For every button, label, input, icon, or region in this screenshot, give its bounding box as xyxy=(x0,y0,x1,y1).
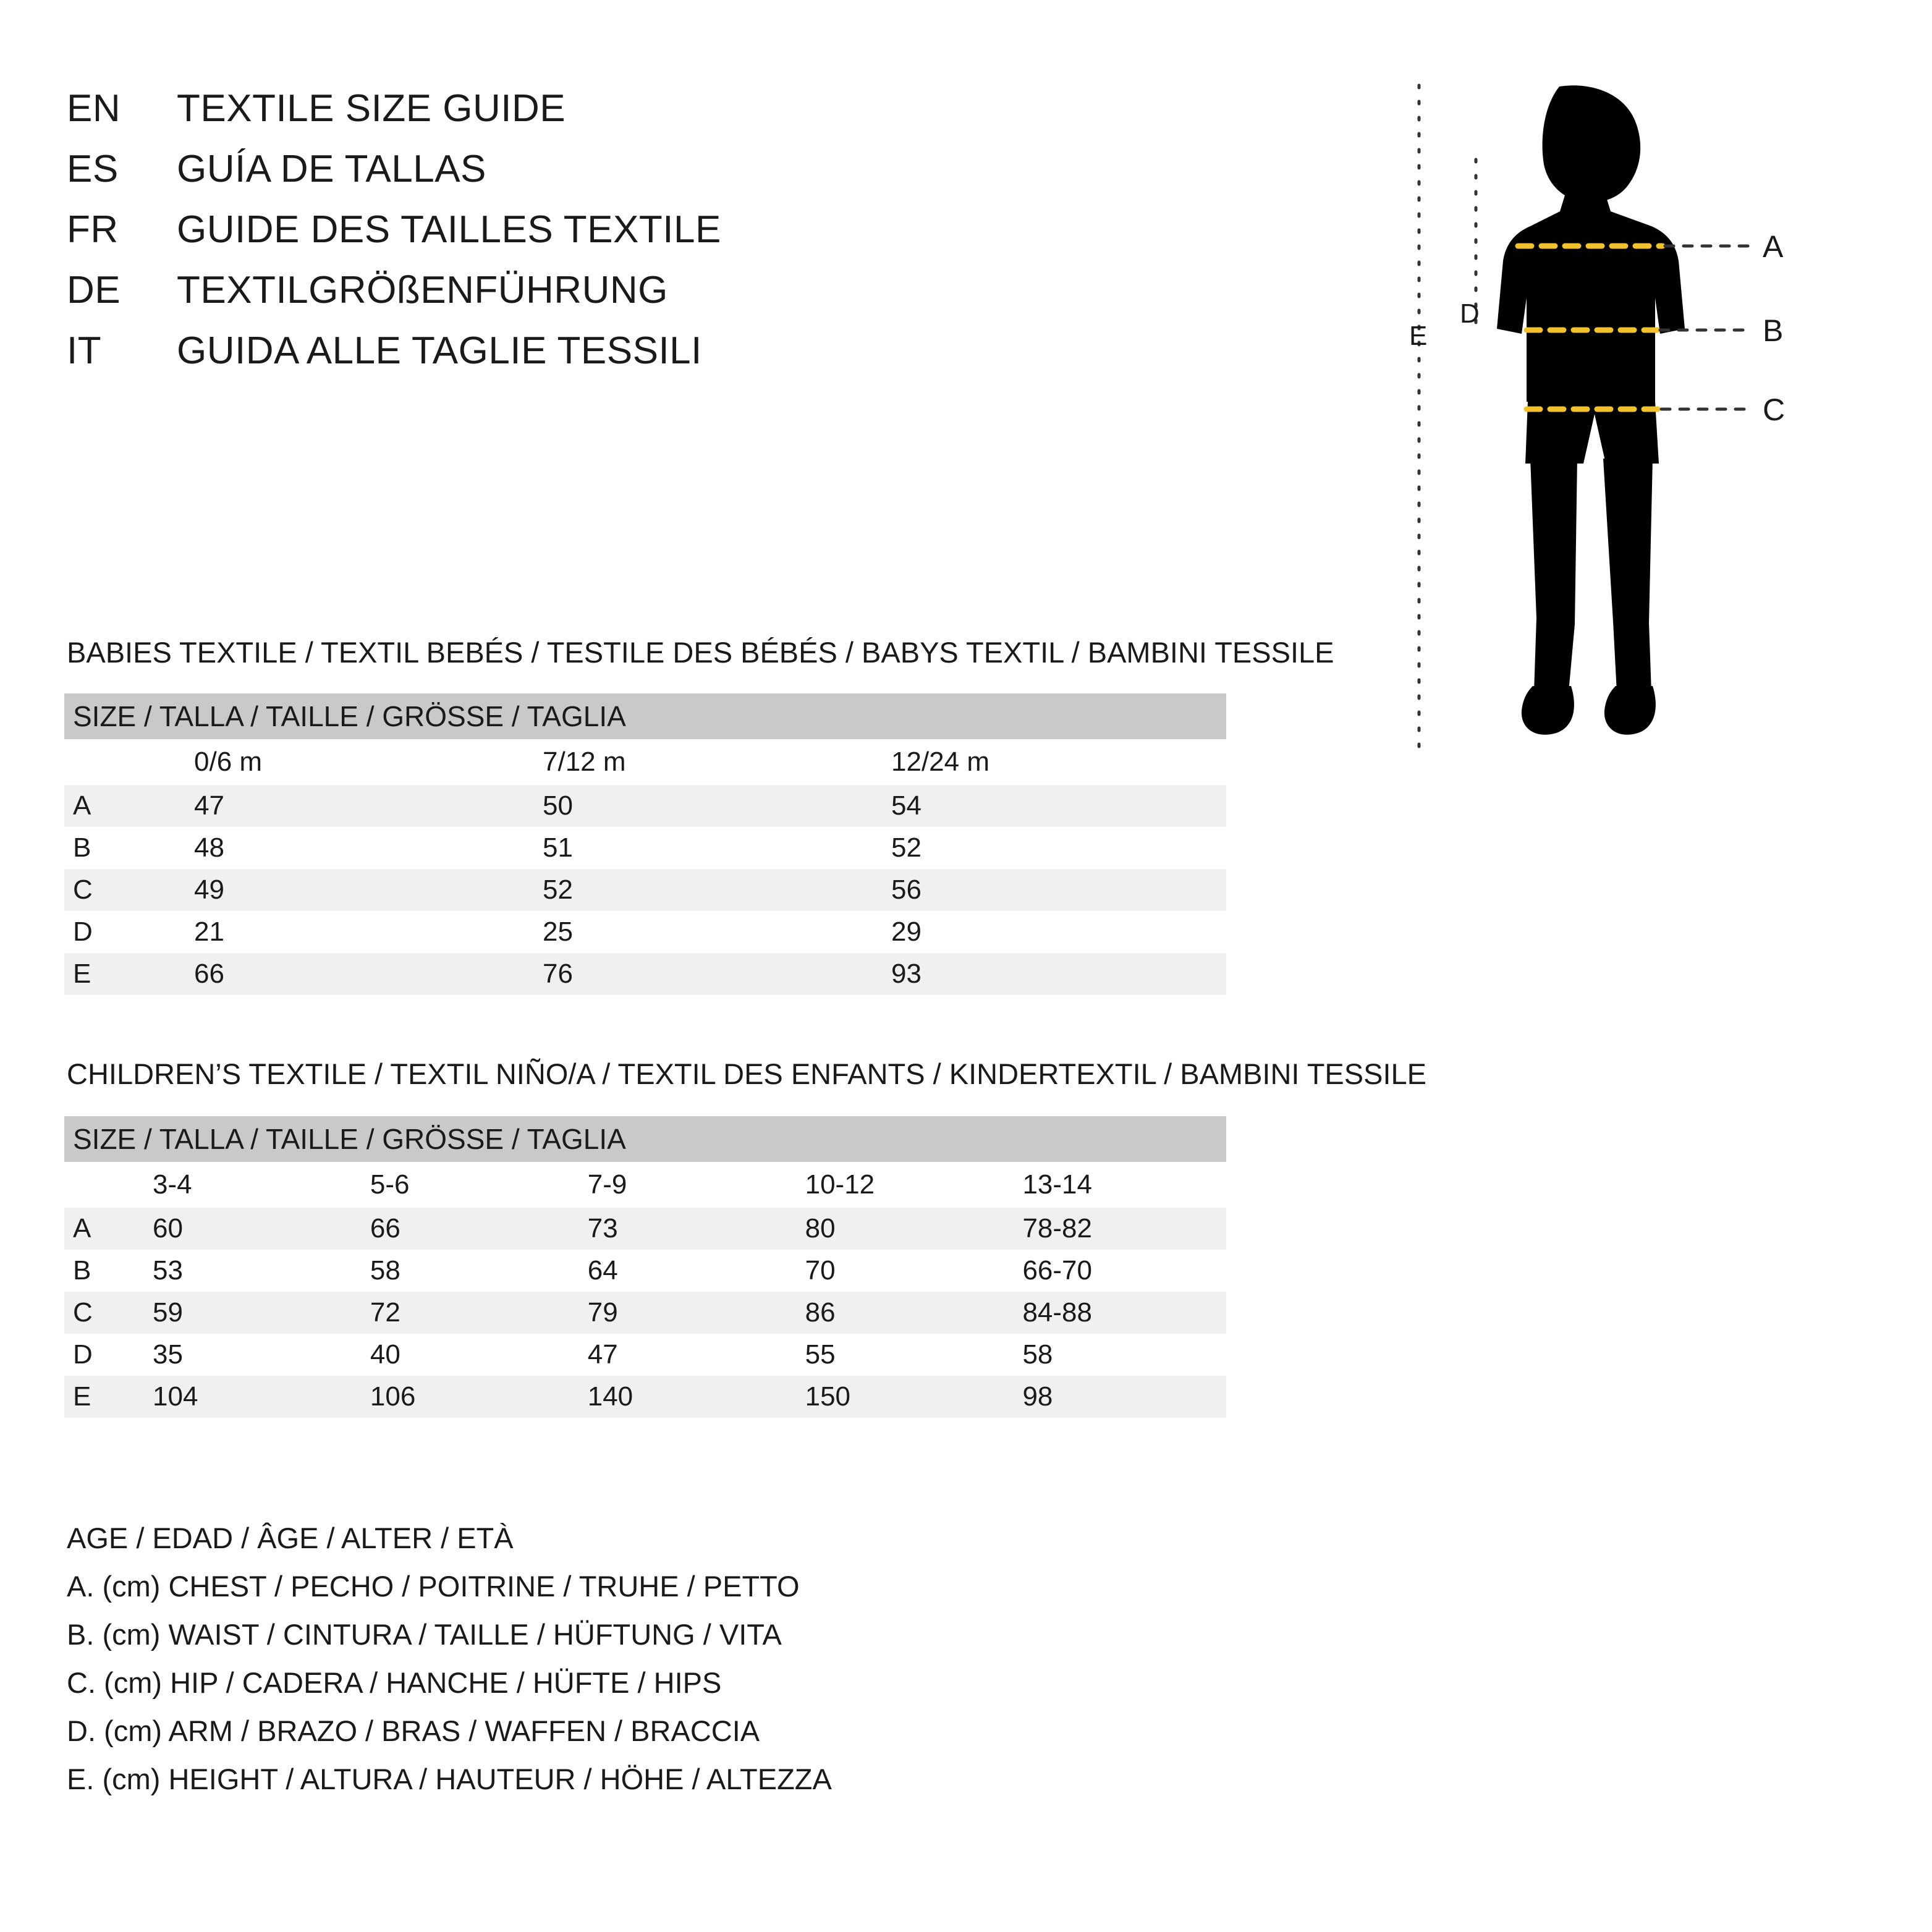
title-row-de xyxy=(67,268,1179,329)
children-e-2: 140 xyxy=(574,1376,792,1418)
figure-label-b: B xyxy=(1763,313,1784,348)
table-row xyxy=(64,1208,1226,1250)
babies-column-1: 7/12 m xyxy=(529,739,878,785)
table-row xyxy=(64,785,1226,827)
title-row-it xyxy=(67,329,1179,389)
children-d-1: 40 xyxy=(357,1334,574,1376)
children-column-0: 3-4 xyxy=(139,1162,357,1208)
legend-chest: A. (cm) CHEST / PECHO / POITRINE / TRUHE / PETTO xyxy=(67,1570,800,1603)
title-text-de: TEXTILGRÖßENFÜHRUNG xyxy=(177,269,668,311)
measurement-legend xyxy=(67,1514,1426,1803)
children-c-0: 59 xyxy=(139,1292,357,1334)
title-row-en xyxy=(67,87,1179,147)
children-a-0: 60 xyxy=(139,1208,357,1250)
children-a-2: 73 xyxy=(574,1208,792,1250)
empty-corner-cell xyxy=(64,739,180,785)
children-c-4: 84-88 xyxy=(1009,1292,1226,1334)
children-size-header: SIZE / TALLA / TAILLE / GRÖSSE / TAGLIA xyxy=(64,1116,1226,1162)
children-d-0: 35 xyxy=(139,1334,357,1376)
children-e-3: 150 xyxy=(792,1376,1009,1418)
children-section-heading: CHILDREN’S TEXTILE / TEXTIL NIÑO/A / TEXTIL DES ENFANTS / KINDERTEXTIL / BAMBINI TESSILE xyxy=(67,1057,1427,1090)
table-row xyxy=(64,1292,1226,1334)
empty-corner-cell xyxy=(64,1162,139,1208)
babies-b-1: 51 xyxy=(529,827,878,869)
title-text-fr: GUIDE DES TAILLES TEXTILE xyxy=(177,208,721,251)
babies-a-0: 47 xyxy=(180,785,529,827)
babies-c-1: 52 xyxy=(529,869,878,911)
figure-label-a: A xyxy=(1763,229,1784,264)
children-e-4: 98 xyxy=(1009,1376,1226,1418)
babies-c-2: 56 xyxy=(878,869,1226,911)
figure-label-e: E xyxy=(1409,321,1428,351)
babies-d-2: 29 xyxy=(878,911,1226,953)
babies-row-label-e: E xyxy=(64,953,180,995)
table-row xyxy=(64,953,1226,995)
table-column-row xyxy=(64,1162,1226,1208)
babies-b-0: 48 xyxy=(180,827,529,869)
title-row-fr xyxy=(67,208,1179,268)
table-row xyxy=(64,911,1226,953)
babies-e-2: 93 xyxy=(878,953,1226,995)
babies-row-label-b: B xyxy=(64,827,180,869)
children-row-label-b: B xyxy=(64,1250,139,1292)
legend-height: E. (cm) HEIGHT / ALTURA / HAUTEUR / HÖHE / ALTEZZA xyxy=(67,1763,832,1795)
table-row xyxy=(64,1376,1226,1418)
babies-e-1: 76 xyxy=(529,953,878,995)
legend-arm: D. (cm) ARM / BRAZO / BRAS / WAFFEN / BRACCIA xyxy=(67,1714,760,1747)
children-row-label-d: D xyxy=(64,1334,139,1376)
children-e-0: 104 xyxy=(139,1376,357,1418)
title-text-it: GUIDA ALLE TAGLIE TESSILI xyxy=(177,329,702,372)
legend-hip: C. (cm) HIP / CADERA / HANCHE / HÜFTE / HIPS xyxy=(67,1666,722,1699)
children-column-2: 7-9 xyxy=(574,1162,792,1208)
children-size-table xyxy=(64,1116,1226,1418)
title-row-es xyxy=(67,147,1179,208)
babies-column-0: 0/6 m xyxy=(180,739,529,785)
table-row xyxy=(64,869,1226,911)
table-row xyxy=(64,827,1226,869)
babies-size-table xyxy=(64,693,1226,995)
babies-row-label-d: D xyxy=(64,911,180,953)
children-b-0: 53 xyxy=(139,1250,357,1292)
figure-label-d: D xyxy=(1460,299,1480,329)
children-c-3: 86 xyxy=(792,1292,1009,1334)
children-b-1: 58 xyxy=(357,1250,574,1292)
table-column-row xyxy=(64,739,1226,785)
babies-a-1: 50 xyxy=(529,785,878,827)
children-b-4: 66-70 xyxy=(1009,1250,1226,1292)
children-b-3: 70 xyxy=(792,1250,1009,1292)
title-lang-fr: FR xyxy=(67,208,119,251)
babies-e-0: 66 xyxy=(180,953,529,995)
babies-section-heading: BABIES TEXTILE / TEXTIL BEBÉS / TESTILE DES BÉBÉS / BABYS TEXTIL / BAMBINI TESSILE xyxy=(67,636,1334,669)
children-a-4: 78-82 xyxy=(1009,1208,1226,1250)
babies-b-2: 52 xyxy=(878,827,1226,869)
title-text-en: TEXTILE SIZE GUIDE xyxy=(177,87,566,130)
title-lang-de: DE xyxy=(67,269,121,311)
babies-row-label-c: C xyxy=(64,869,180,911)
table-header-row xyxy=(64,693,1226,739)
children-column-1: 5-6 xyxy=(357,1162,574,1208)
babies-c-0: 49 xyxy=(180,869,529,911)
table-header-row xyxy=(64,1116,1226,1162)
legend-age: AGE / EDAD / ÂGE / ALTER / ETÀ xyxy=(67,1522,514,1554)
babies-size-header: SIZE / TALLA / TAILLE / GRÖSSE / TAGLIA xyxy=(64,693,1226,739)
children-row-label-c: C xyxy=(64,1292,139,1334)
children-row-label-a: A xyxy=(64,1208,139,1250)
title-lang-es: ES xyxy=(67,148,119,190)
children-d-4: 58 xyxy=(1009,1334,1226,1376)
babies-row-label-a: A xyxy=(64,785,180,827)
children-a-1: 66 xyxy=(357,1208,574,1250)
measurement-figure xyxy=(1409,80,1854,766)
children-column-4: 13-14 xyxy=(1009,1162,1226,1208)
children-a-3: 80 xyxy=(792,1208,1009,1250)
children-d-3: 55 xyxy=(792,1334,1009,1376)
title-block xyxy=(67,87,1179,389)
children-b-2: 64 xyxy=(574,1250,792,1292)
children-e-1: 106 xyxy=(357,1376,574,1418)
legend-waist: B. (cm) WAIST / CINTURA / TAILLE / HÜFTUNG / VITA xyxy=(67,1618,782,1651)
babies-a-2: 54 xyxy=(878,785,1226,827)
title-text-es: GUÍA DE TALLAS xyxy=(177,148,486,190)
figure-label-c: C xyxy=(1763,392,1786,427)
table-row xyxy=(64,1334,1226,1376)
children-row-label-e: E xyxy=(64,1376,139,1418)
title-lang-en: EN xyxy=(67,87,121,130)
babies-column-2: 12/24 m xyxy=(878,739,1226,785)
children-c-1: 72 xyxy=(357,1292,574,1334)
table-row xyxy=(64,1250,1226,1292)
children-column-3: 10-12 xyxy=(792,1162,1009,1208)
title-lang-it: IT xyxy=(67,329,102,372)
children-d-2: 47 xyxy=(574,1334,792,1376)
children-c-2: 79 xyxy=(574,1292,792,1334)
babies-d-1: 25 xyxy=(529,911,878,953)
babies-d-0: 21 xyxy=(180,911,529,953)
